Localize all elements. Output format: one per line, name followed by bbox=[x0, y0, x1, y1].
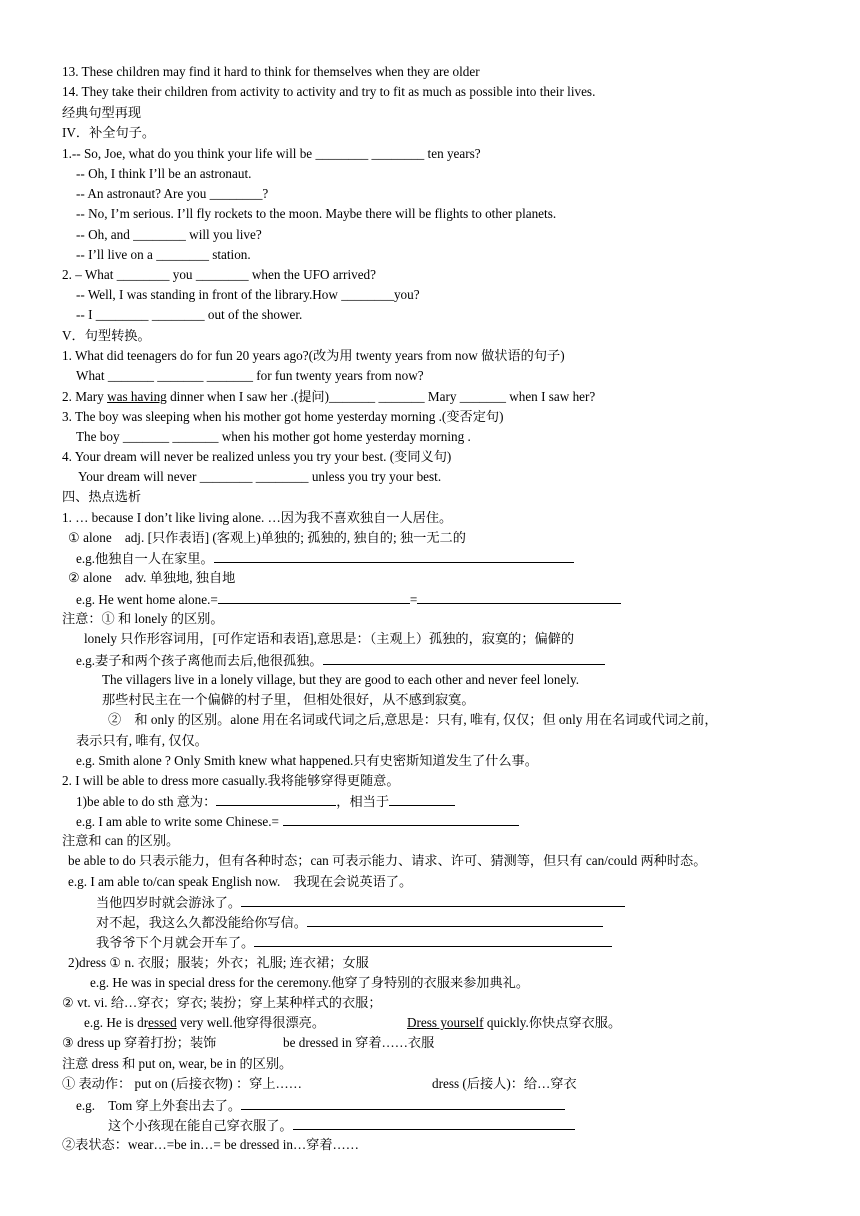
section-heading-hot-topics: 四、热点选析 bbox=[62, 489, 142, 504]
underlined-dress-yourself: Dress yourself bbox=[407, 1015, 484, 1030]
equals-sign: = bbox=[409, 592, 418, 607]
dress-up-phrase: ③ dress up 穿着打扮；装饰 bbox=[62, 1035, 217, 1050]
action-put-on: ① 表动作： put on (后接衣物) ：穿上…… bbox=[62, 1076, 302, 1091]
dialogue-1-line-4: -- No, I’m serious. I’ll fly rockets to the moon. Maybe there will be flights to other planets. bbox=[76, 206, 557, 221]
section-heading-classic-sentences: 经典句型再现 bbox=[62, 105, 142, 120]
be-able-to-example bbox=[76, 811, 519, 832]
transform-4-answer: Your dream will never ________ ________ unless you try your best. bbox=[78, 469, 442, 484]
transform-3: 3. The boy was sleeping when his mother got home yesterday morning .(变否定句) bbox=[62, 409, 504, 424]
answer-blank[interactable] bbox=[389, 791, 455, 806]
example-text: 1)be able to do sth 意为： bbox=[76, 794, 217, 809]
answer-blank[interactable] bbox=[283, 811, 519, 826]
can-example: e.g. I am able to/can speak English now. 我现在会说英语了。 bbox=[68, 874, 413, 889]
underlined-was-having: was having bbox=[107, 389, 167, 404]
answer-blank[interactable] bbox=[216, 791, 336, 806]
answer-blank[interactable] bbox=[307, 912, 603, 927]
example-text: 这个小孩现在能自己穿衣服了。 bbox=[108, 1118, 293, 1133]
dress-yourself-example bbox=[407, 1013, 621, 1033]
dialogue-1-line-5: -- Oh, and ________ will you live? bbox=[76, 227, 262, 242]
dress-noun-example: e.g. He was in special dress for the ceremony.他穿了身特别的衣服来参加典礼。 bbox=[90, 975, 530, 990]
lonely-definition: lonely 只作形容词用，[可作定语和表语],意思是：（主观上）孤独的，寂寞的；偏僻的 bbox=[84, 631, 575, 646]
dress-verb-example bbox=[84, 1013, 325, 1033]
transform-2-rest: dinner when I saw her .(提问)_______ _______ Mary _______ when I saw her? bbox=[166, 389, 596, 404]
alone-adv-definition: ② alone adv. 单独地, 独自地 bbox=[68, 570, 236, 585]
answer-blank[interactable] bbox=[214, 548, 574, 563]
state-wear: ②表状态：wear…=be in…= be dressed in…穿着…… bbox=[62, 1137, 359, 1152]
alone-example-2 bbox=[76, 589, 621, 610]
answer-blank[interactable] bbox=[241, 892, 625, 907]
alone-only-example: e.g. Smith alone ? Only Smith knew what happened.只有史密斯知道发生了什么事。 bbox=[76, 753, 538, 768]
answer-blank[interactable] bbox=[218, 589, 410, 604]
underlined-essed: essed bbox=[148, 1015, 177, 1030]
example-text: ，相当于 bbox=[336, 794, 390, 809]
can-difference: be able to do 只表示能力，但有各种时态；can 可表示能力、请求、许可、猜测等，但只有 can/could 两种时态。 bbox=[68, 853, 707, 868]
example-text: e.g. He went home alone.= bbox=[76, 592, 218, 607]
alone-example-1 bbox=[76, 548, 574, 569]
sentence-13: 13. These children may find it hard to think for themselves when they are older bbox=[62, 64, 480, 79]
answer-blank[interactable] bbox=[293, 1115, 575, 1130]
note-can: 注意和 can 的区别。 bbox=[62, 833, 180, 848]
translate-1 bbox=[96, 892, 625, 913]
example-text: e.g.他独自一人在家里。 bbox=[76, 551, 214, 566]
transform-1-answer: What _______ _______ _______ for fun twenty years from now? bbox=[76, 368, 424, 383]
lonely-example-2-translation: 那些村民主在一个偏僻的村子里， 但相处很好，从不感到寂寞。 bbox=[102, 692, 475, 707]
alone-only-difference: ② 和 only 的区别。alone 用在名词或代词之后,意思是：只有, 唯有, 仅仅；但 only 用在名词或代词之前， bbox=[108, 712, 718, 727]
example-text: e.g. He is dr bbox=[84, 1015, 149, 1030]
dialogue-2-line-3: -- I ________ ________ out of the shower. bbox=[76, 307, 303, 322]
note-dress-differences: 注意 dress 和 put on, wear, be in 的区别。 bbox=[62, 1056, 293, 1071]
example-text: e.g. Tom 穿上外套出去了。 bbox=[76, 1098, 242, 1113]
lonely-example-1 bbox=[76, 650, 605, 671]
sentence-14: 14. They take their children from activity to activity and try to fit as much as possible into their lives. bbox=[62, 84, 596, 99]
dialogue-1-line-1: 1.-- So, Joe, what do you think your life will be ________ ________ ten years? bbox=[62, 146, 481, 161]
example-text: e.g. I am able to write some Chinese.= bbox=[76, 814, 279, 829]
be-able-to-meaning bbox=[76, 791, 455, 812]
answer-blank[interactable] bbox=[417, 589, 621, 604]
note-lonely: 注意：① 和 lonely 的区别。 bbox=[62, 611, 224, 626]
dialogue-1-line-3: -- An astronaut? Are you ________? bbox=[76, 186, 269, 201]
answer-blank[interactable] bbox=[323, 650, 605, 665]
example-text: 当他四岁时就会游泳了。 bbox=[96, 895, 242, 910]
transform-1: 1. What did teenagers do for fun 20 years ago?(改为用 twenty years from now 做状语的句子) bbox=[62, 348, 565, 363]
transform-3-answer: The boy _______ _______ when his mother got home yesterday morning . bbox=[76, 429, 471, 444]
dialogue-1-line-2: -- Oh, I think I’ll be an astronaut. bbox=[76, 166, 252, 181]
example-text: quickly.你快点穿衣服。 bbox=[483, 1015, 622, 1030]
dialogue-2-line-1: 2. – What ________ you ________ when the UFO arrived? bbox=[62, 267, 377, 282]
example-text: 对不起，我这么久都没能给你写信。 bbox=[96, 915, 307, 930]
put-on-example-2 bbox=[108, 1115, 575, 1136]
answer-blank[interactable] bbox=[241, 1095, 565, 1110]
dress-noun: 2)dress ① n. 衣服；服装；外衣；礼服; 连衣裙；女服 bbox=[68, 955, 369, 970]
dialogue-2-line-2: -- Well, I was standing in front of the library.How ________you? bbox=[76, 287, 420, 302]
translate-2 bbox=[96, 912, 603, 933]
dialogue-1-line-6: -- I’ll live on a ________ station. bbox=[76, 247, 251, 262]
alone-adj-definition: ① alone adj. [只作表语] (客观上)单独的; 孤独的, 独自的; 独一无二的 bbox=[68, 530, 466, 545]
dress-verb: ② vt. vi. 给…穿衣；穿衣; 装扮；穿上某种样式的衣服； bbox=[62, 995, 382, 1010]
action-dress: dress (后接人)：给…穿衣 bbox=[432, 1076, 577, 1091]
topic-1-title: 1. … because I don’t like living alone. …因为我不喜欢独自一人居住。 bbox=[62, 510, 453, 525]
transform-2-start: 2. Mary bbox=[62, 389, 108, 404]
topic-2-title: 2. I will be able to dress more casually.我将能够穿得更随意。 bbox=[62, 773, 400, 788]
transform-4: 4. Your dream will never be realized unless you try your best. (变同义句) bbox=[62, 449, 452, 464]
example-text: 我爷爷下个月就会开车了。 bbox=[96, 935, 255, 950]
section-heading-iv: IV．补全句子。 bbox=[62, 125, 156, 140]
put-on-example-1 bbox=[76, 1095, 565, 1116]
transform-2 bbox=[62, 387, 595, 407]
translate-3 bbox=[96, 932, 612, 953]
example-text: e.g.妻子和两个孩子离他而去后,他很孤独。 bbox=[76, 653, 323, 668]
alone-only-difference-cont: 表示只有, 唯有, 仅仅。 bbox=[76, 733, 208, 748]
example-text: very well.他穿得很漂亮。 bbox=[176, 1015, 326, 1030]
section-heading-v: V．句型转换。 bbox=[62, 328, 151, 343]
lonely-example-2: The villagers live in a lonely village, but they are good to each other and never feel lonely. bbox=[102, 672, 580, 687]
answer-blank[interactable] bbox=[254, 932, 612, 947]
be-dressed-in-phrase: be dressed in 穿着……衣服 bbox=[283, 1035, 435, 1050]
